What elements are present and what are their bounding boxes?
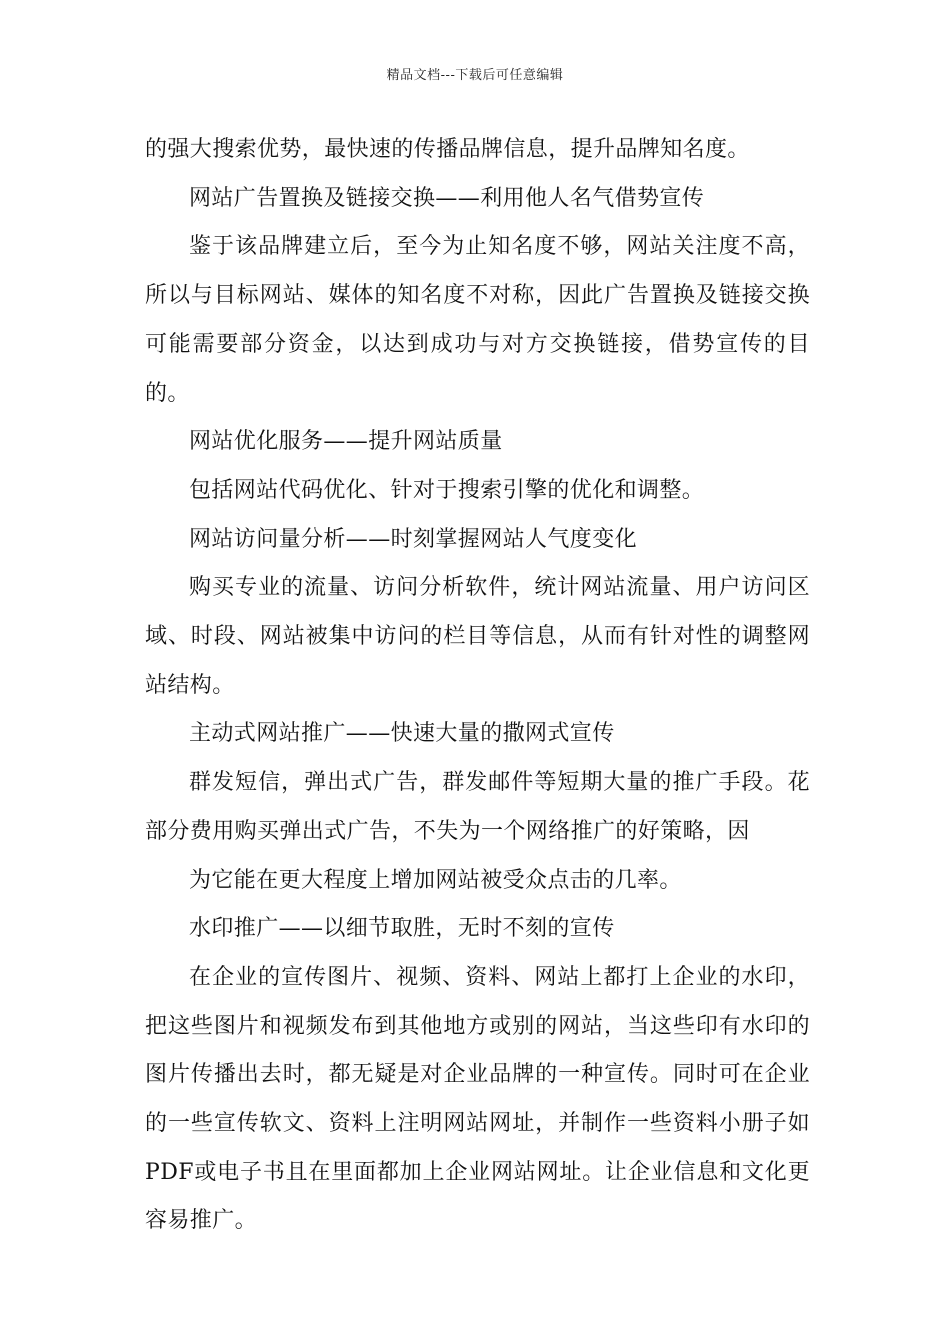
page-header: 精品文档---下载后可任意编辑	[386, 68, 564, 83]
section-heading-traffic-analysis: 网站访问量分析——时刻掌握网站人气度变化	[189, 526, 638, 552]
section-heading-site-optimization: 网站优化服务——提升网站质量	[189, 429, 503, 455]
paragraph-continuation: 的强大搜索优势，最快速的传播品牌信息，提升品牌知名度。	[145, 137, 750, 162]
section-heading-watermark: 水印推广——以细节取胜，无时不刻的宣传	[189, 916, 615, 942]
document-body	[145, 126, 810, 1246]
paragraph-watermark: 在企业的宣传图片、视频、资料、网站上都打上企业的水印，把这些图片和视频发布到其他地方或别的网站，当这些印有水印的图片传播出去时，都无疑是对企业品牌的一种宣传。同时可在企业的一些宣传软文、资料上注明网站网址，并制作一些资料小册子如PDF或电子书且在里面都加上企业网站网址。让企业信息和文化更容易推广。	[145, 964, 810, 1234]
paragraph-ad-exchange: 鉴于该品牌建立后，至今为止知名度不够，网站关注度不高，所以与目标网站、媒体的知名度不对称，因此广告置换及链接交换可能需要部分资金，以达到成功与对方交换链接，借势宣传的目的。	[145, 234, 810, 406]
paragraph-site-optimization: 包括网站代码优化、针对于搜索引擎的优化和调整。	[189, 477, 705, 503]
section-heading-active-promotion: 主动式网站推广——快速大量的撒网式宣传	[189, 721, 615, 747]
paragraph-traffic-analysis: 购买专业的流量、访问分析软件，统计网站流量、用户访问区域、时段、网站被集中访问的栏目等信息，从而有针对性的调整网站结构。	[145, 575, 810, 698]
paragraph-active-promotion: 群发短信，弹出式广告，群发邮件等短期大量的推广手段。花部分费用购买弹出式广告，不失为一个网络推广的好策略，因	[145, 770, 810, 844]
section-heading-ad-exchange: 网站广告置换及链接交换——利用他人名气借势宣传	[189, 185, 705, 211]
paragraph-active-promotion-cont: 为它能在更大程度上增加网站被受众点击的几率。	[189, 867, 682, 893]
